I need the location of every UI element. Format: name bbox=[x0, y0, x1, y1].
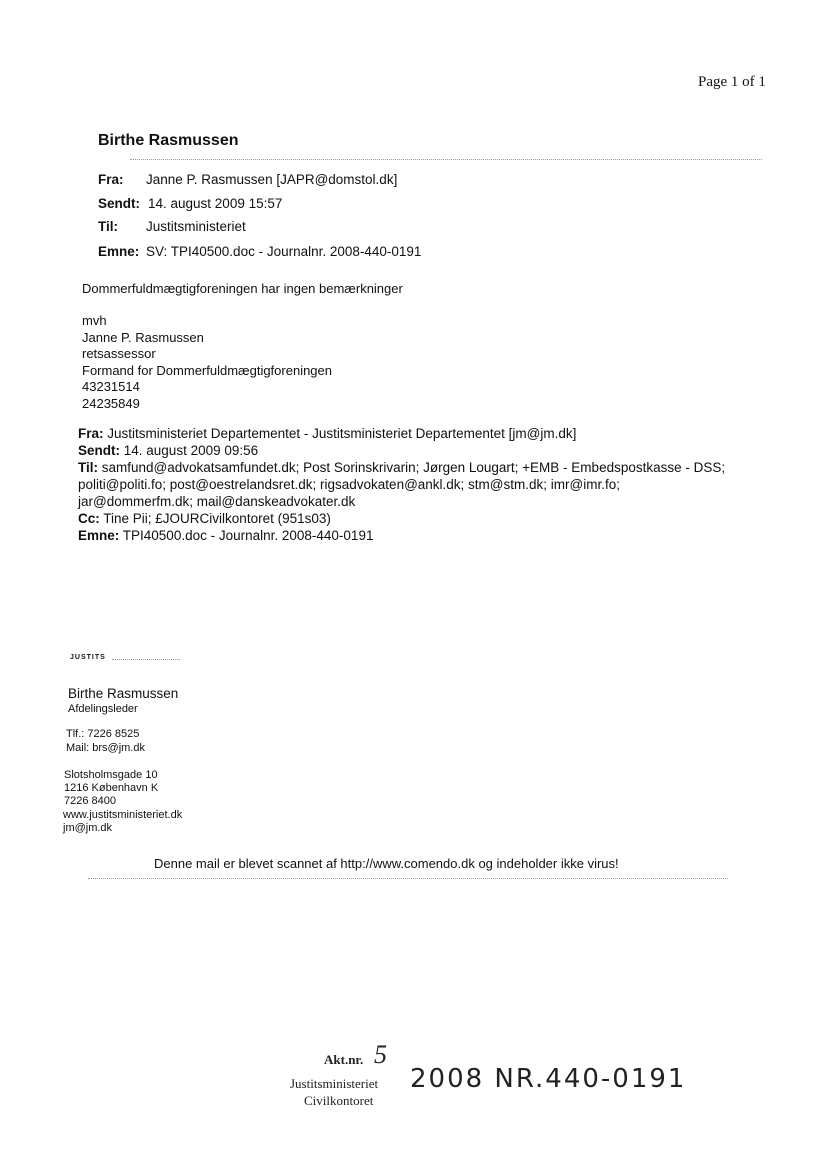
body-phone-2: 24235849 bbox=[82, 396, 140, 411]
forward-subject-row bbox=[78, 528, 373, 543]
stamp-akt-label: Akt.nr. bbox=[324, 1052, 364, 1067]
page-number: Page 1 of 1 bbox=[698, 74, 766, 90]
forward-cc-row bbox=[78, 511, 331, 526]
forward-subject-value: TPI40500.doc - Journalnr. 2008-440-0191 bbox=[122, 528, 374, 543]
header-from-row bbox=[98, 172, 397, 187]
forward-to-line-2: politi@politi.fo; post@oestrelandsret.dk; rigsadvokaten@ankl.dk; stm@stm.dk; imr@imr.fo; bbox=[78, 477, 620, 492]
signature-city: 1216 København K bbox=[64, 782, 159, 794]
stamp-case-number: 2008 NR.440-0191 bbox=[410, 1064, 687, 1094]
signature-web: www.justitsministeriet.dk bbox=[63, 809, 183, 821]
forward-to-line-1: samfund@advokatsamfundet.dk; Post Sorinskrivarin; Jørgen Lougart; +EMB - Embedspostkasse - DSS; bbox=[101, 460, 726, 475]
header-to-value: Justitsministeriet bbox=[146, 219, 246, 234]
logo-divider bbox=[112, 659, 180, 660]
forward-to-line-3: jar@dommerfm.dk; mail@danskeadvokater.dk bbox=[78, 494, 356, 509]
forward-sent-value: 14. august 2009 09:56 bbox=[123, 443, 259, 458]
forward-cc-label: Cc: bbox=[78, 511, 100, 526]
forward-from-label: Fra: bbox=[78, 426, 104, 441]
header-divider bbox=[130, 159, 762, 160]
forward-cc-value: Tine Pii; £JOURCivilkontoret (951s03) bbox=[103, 511, 331, 526]
signature-phone: 7226 8400 bbox=[64, 795, 116, 807]
header-sent-row bbox=[98, 196, 282, 211]
forward-to-label: Til: bbox=[78, 460, 98, 475]
forward-sent-row bbox=[78, 443, 258, 458]
header-from-value: Janne P. Rasmussen [JAPR@domstol.dk] bbox=[146, 172, 398, 187]
signature-position: Afdelingsleder bbox=[68, 703, 138, 715]
body-role: Formand for Dommerfuldmægtigforeningen bbox=[82, 363, 332, 378]
forward-from-value: Justitsministeriet Departementet - Justitsministeriet Departementet [jm@jm.dk] bbox=[107, 426, 577, 441]
header-sent-label: Sendt: bbox=[98, 196, 140, 211]
forward-to-row bbox=[78, 460, 725, 475]
virus-notice: Denne mail er blevet scannet af http://www.comendo.dk og indeholder ikke virus! bbox=[154, 856, 619, 871]
header-to-label: Til: bbox=[98, 219, 118, 234]
header-subject-label: Emne: bbox=[98, 244, 140, 259]
signature-email: jm@jm.dk bbox=[63, 822, 113, 834]
body-name: Janne P. Rasmussen bbox=[82, 330, 204, 345]
footer-divider bbox=[88, 878, 728, 879]
signature-tlf: Tlf.: 7226 8525 bbox=[66, 728, 140, 740]
stamp-office: Civilkontoret bbox=[304, 1093, 374, 1108]
signature-street: Slotsholmsgade 10 bbox=[64, 769, 158, 781]
body-phone-1: 43231514 bbox=[82, 379, 140, 394]
ministry-logo: JUSTITS bbox=[70, 654, 106, 661]
forward-sent-label: Sendt: bbox=[78, 443, 120, 458]
body-title: retsassessor bbox=[82, 346, 156, 361]
body-greeting: mvh bbox=[82, 313, 107, 328]
header-from-label: Fra: bbox=[98, 172, 124, 187]
stamp-akt-number: 5 bbox=[374, 1040, 387, 1069]
header-to-row bbox=[98, 219, 246, 234]
body-message: Dommerfuldmægtigforeningen har ingen bemærkninger bbox=[82, 281, 403, 296]
forward-from-row bbox=[78, 426, 576, 441]
signature-name: Birthe Rasmussen bbox=[68, 686, 179, 701]
signature-mail: Mail: brs@jm.dk bbox=[66, 742, 146, 754]
header-subject-value: SV: TPI40500.doc - Journalnr. 2008-440-0191 bbox=[146, 244, 422, 259]
forward-subject-label: Emne: bbox=[78, 528, 120, 543]
mailbox-owner: Birthe Rasmussen bbox=[98, 132, 239, 149]
header-subject-row bbox=[98, 244, 421, 259]
header-sent-value: 14. august 2009 15:57 bbox=[148, 196, 283, 211]
stamp-ministry: Justitsministeriet bbox=[290, 1076, 379, 1091]
